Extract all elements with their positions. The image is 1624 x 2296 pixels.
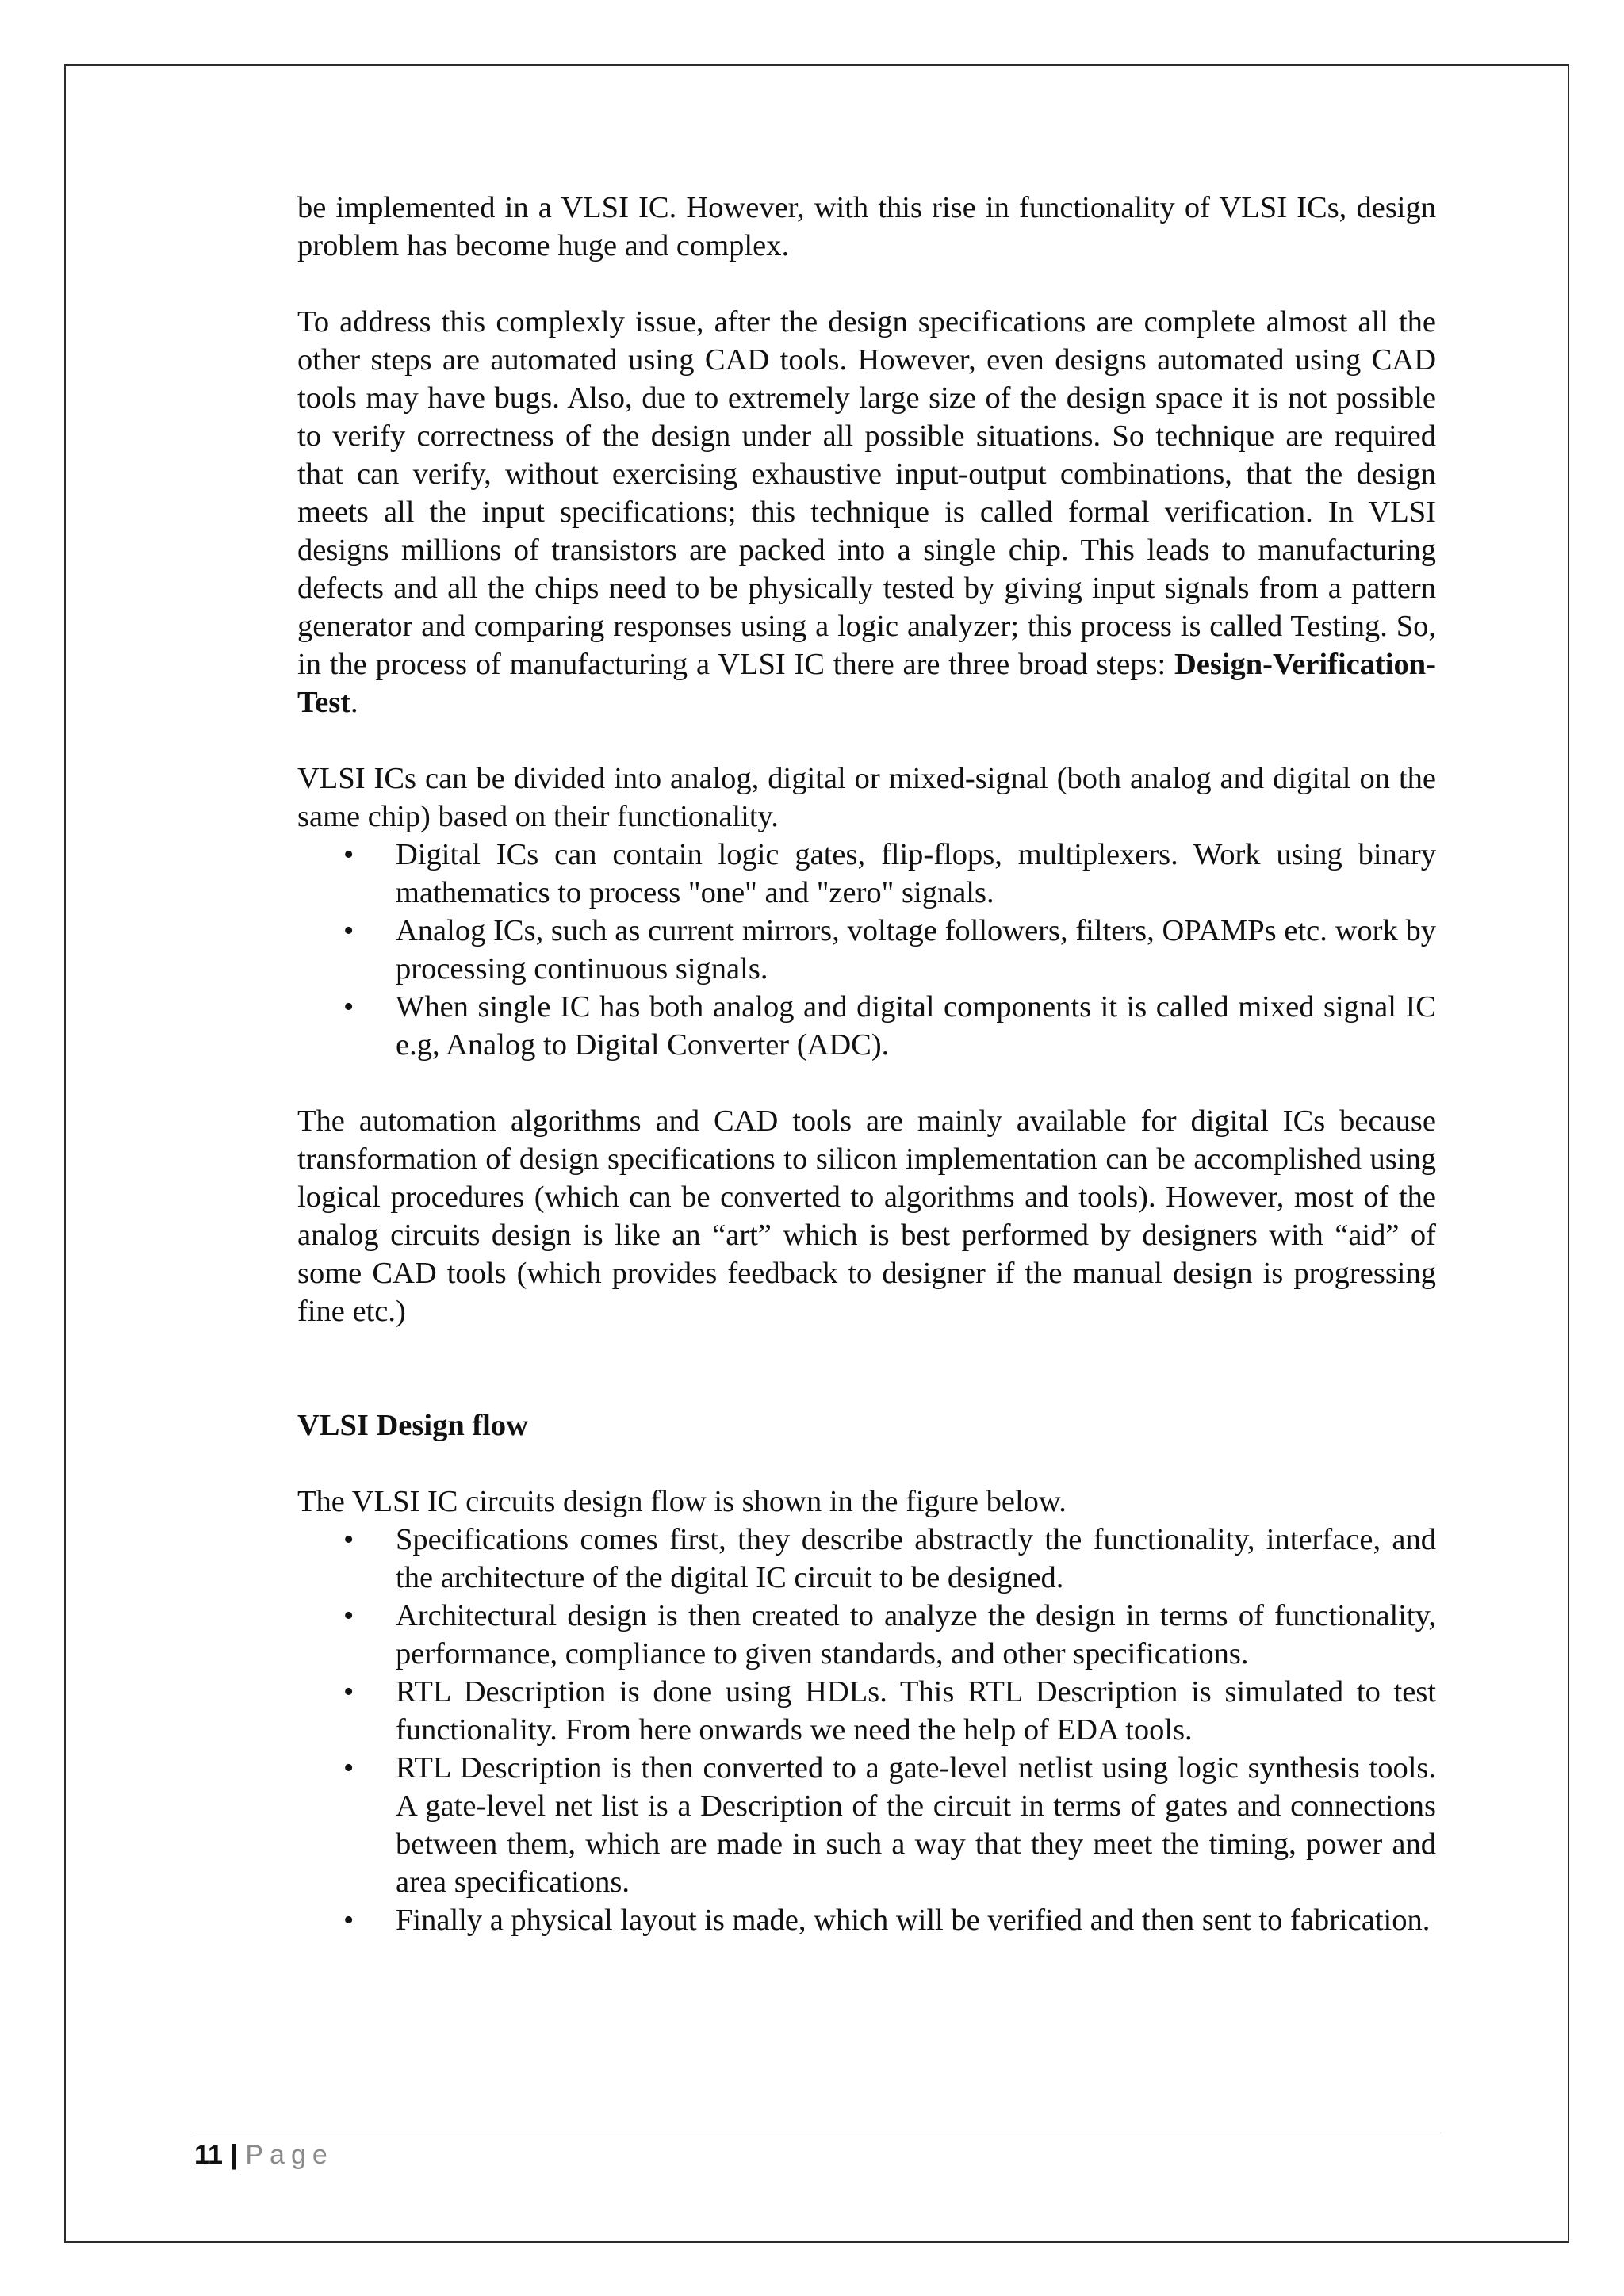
list-item: • RTL Description is then converted to a gate-level netlist using logic synthesis tools. A gate-level net list is a Description of the circuit in terms of gates and connections between them, which are made in such a way that they meet the timing, power and area specifications. — [297, 1749, 1436, 1901]
ic-types-list — [297, 836, 1436, 1064]
paragraph-automation: The automation algorithms and CAD tools are mainly available for digital ICs because transformation of design specifications to silicon implementation can be accomplished using logical procedures (which can be converted to algorithms and tools). However, most of the analog circuits design is like an “art” which is best performed by designers with “aid” of some CAD tools (which provides feedback to designer if the manual design is progressing fine etc.) — [297, 1104, 1436, 1328]
design-flow-list — [297, 1521, 1436, 1939]
paragraph-ic-types: VLSI ICs can be divided into analog, digital or mixed-signal (both analog and digital on the same chip) based on their functionality. — [297, 762, 1436, 833]
paragraph-intro-continuation: be implemented in a VLSI IC. However, with this rise in functionality of VLSI ICs, design problem has become huge and complex. — [297, 191, 1436, 262]
list-item: • Analog ICs, such as current mirrors, voltage followers, filters, OPAMPs etc. work by processing continuous signals. — [297, 912, 1436, 988]
spacer — [297, 1064, 1436, 1102]
page-label: Page — [245, 2140, 334, 2170]
paragraph-verification-end: . — [350, 686, 358, 719]
spacer — [297, 265, 1436, 303]
page-body — [297, 189, 1436, 1939]
section-heading: VLSI Design flow — [297, 1409, 528, 1442]
list-item: • Architectural design is then created to analyze the design in terms of functionality, performance, compliance to given standards, and other specifications. — [297, 1597, 1436, 1673]
design-verification-test-term: Design-Verification-Test — [297, 648, 1436, 719]
list-item: • RTL Description is done using HDLs. This RTL Description is simulated to test functionality. From here onwards we need the help of EDA tools. — [297, 1673, 1436, 1749]
page-number: 11 — [194, 2140, 223, 2170]
spacer — [297, 721, 1436, 760]
spacer — [297, 1330, 1436, 1406]
list-item: • Digital ICs can contain logic gates, flip-flops, multiplexers. Work using binary mathematics to process "one" and "zero" signals. — [297, 836, 1436, 912]
list-item: • Specifications comes first, they describe abstractly the functionality, interface, and the architecture of the digital IC circuit to be designed. — [297, 1521, 1436, 1597]
list-item: • When single IC has both analog and digital components it is called mixed signal IC e.g, Analog to Digital Converter (ADC). — [297, 988, 1436, 1064]
list-item: • Finally a physical layout is made, which will be verified and then sent to fabrication. — [297, 1901, 1436, 1939]
paragraph-design-flow-intro: The VLSI IC circuits design flow is shown in the figure below. — [297, 1485, 1067, 1518]
page-footer — [194, 2139, 334, 2171]
spacer — [297, 1445, 1436, 1483]
paragraph-verification-text: To address this complexly issue, after the design specifications are complete almost all the other steps are automated using CAD tools. However, even designs automated using CAD tools may have bugs. Also, due to extremely large size of the design space it is not possible to verify correctness of the design under all possible situations. So technique are required that can verify, without exercising exhaustive input-output combinations, that the design meets all the input specifications; this technique is called formal verification. In VLSI designs millions of transistors are packed into a single chip. This leads to manufacturing defects and all the chips need to be physically tested by giving input signals from a pattern generator and comparing responses using a logic analyzer; this process is called Testing. So, in the process of manufacturing a VLSI IC there are three broad steps: — [297, 305, 1436, 681]
footer-separator: | — [230, 2140, 238, 2170]
paragraph-verification — [297, 303, 1436, 721]
